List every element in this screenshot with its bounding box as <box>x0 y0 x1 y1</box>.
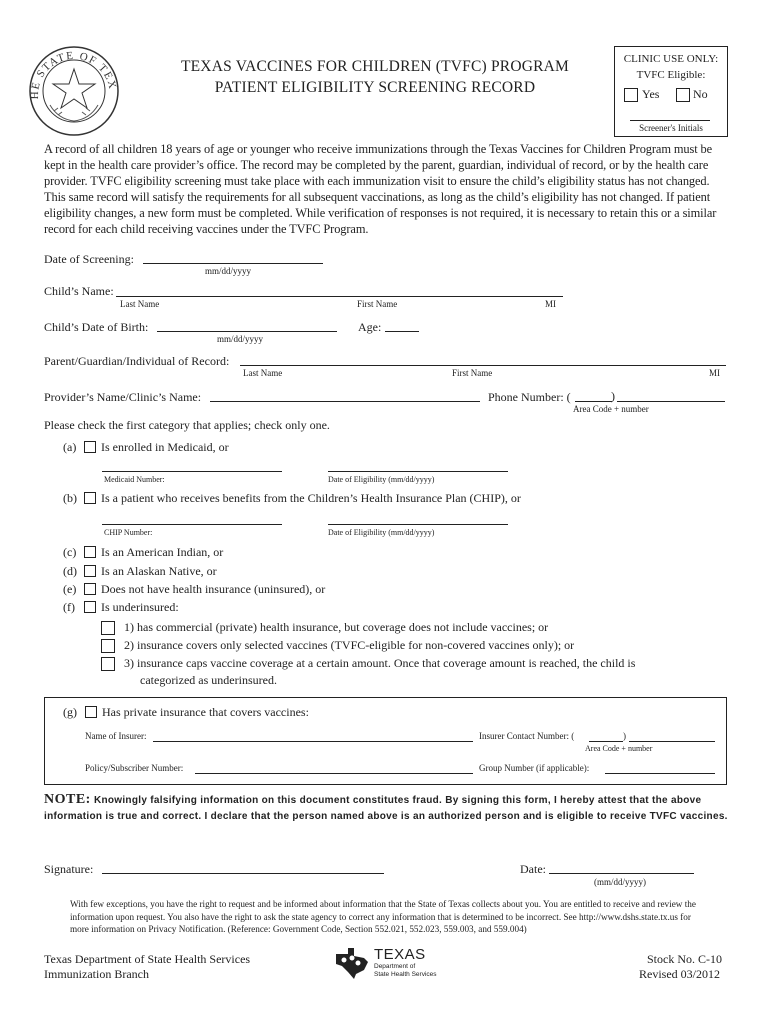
dept-name: Texas Department of State Health Services <box>44 952 251 966</box>
name-of-insurer-field[interactable] <box>153 741 473 742</box>
childs-mi-caption: MI <box>545 299 556 309</box>
svg-text:THE STATE OF TEXAS: HE STATE OF TEX <box>28 49 119 100</box>
date-of-screening-field[interactable] <box>143 263 323 264</box>
signature-field[interactable] <box>102 873 384 874</box>
signature-date-format: (mm/dd/yyyy) <box>594 877 646 887</box>
category-c-letter: (c) <box>63 545 77 559</box>
category-e-checkbox[interactable] <box>84 583 96 595</box>
childs-last-name-caption: Last Name <box>120 299 160 309</box>
category-d-label: Is an Alaskan Native, or <box>101 564 217 578</box>
branch-name: Immunization Branch <box>44 967 149 981</box>
category-f1-checkbox[interactable] <box>101 621 115 635</box>
category-f1-label: 1) has commercial (private) health insurance, but coverage does not include vaccines; or <box>124 620 549 634</box>
chip-eligibility-date-field[interactable] <box>328 524 508 525</box>
provider-name-field[interactable] <box>210 401 480 402</box>
category-a-checkbox[interactable] <box>84 441 96 453</box>
medicaid-eligibility-date-field[interactable] <box>328 471 508 472</box>
group-number-field[interactable] <box>605 773 715 774</box>
parent-first-name-caption: First Name <box>452 368 493 378</box>
signature-label: Signature: <box>44 862 94 876</box>
phone-number-field[interactable] <box>617 401 725 402</box>
form-title: TEXAS VACCINES FOR CHILDREN (TVFC) PROGRAM <box>180 58 570 75</box>
insurer-area-code-field[interactable] <box>589 741 623 742</box>
clinic-no-checkbox[interactable] <box>676 88 690 102</box>
category-f2-label: 2) insurance covers only selected vaccines (TVFC-eligible for non-covered vaccines only); or <box>124 638 575 652</box>
phone-area-code-caption: Area Code + number <box>573 404 649 414</box>
category-a-letter: (a) <box>63 440 77 454</box>
category-f3-label: 3) insurance caps vaccine coverage at a certain amount. Once that coverage amount is reached, the child is <box>124 656 636 670</box>
category-f-label: Is underinsured: <box>101 600 179 614</box>
policy-number-label: Policy/Subscriber Number: <box>85 763 184 773</box>
childs-name-label: Child’s Name: <box>44 284 114 298</box>
policy-number-field[interactable] <box>195 773 473 774</box>
intro-paragraph: A record of all children 18 years of age or younger who receive immunizations through the Texas Vaccines for Children Program must be kept in the health care provider’s office. The record may be completed by the parent, guardian, individual of record, or by the health care provider. TVFC eligibility screening must take place with each immunization visit to ensure the child’s eligibility status has not changed. This same record will satisfy the requirements for all subsequent vaccinations, as long as the child’s eligibility has not changed. If patient eligibility changes, a new form must be completed. While verification of responses is not required, it is necessary to retain this or a similar record for each child receiving vaccines under the TVFC Program. <box>44 142 717 236</box>
logo-texas-text: TEXAS <box>374 946 426 963</box>
medicaid-eligibility-date-caption: Date of Eligibility (mm/dd/yyyy) <box>328 475 435 484</box>
clinic-use-box <box>614 46 728 137</box>
childs-first-name-caption: First Name <box>357 299 398 309</box>
category-f-checkbox[interactable] <box>84 601 96 613</box>
insurer-area-code-caption: Area Code + number <box>585 744 653 753</box>
category-instructions: Please check the first category that applies; check only one. <box>44 418 330 432</box>
screener-initials-label: Screener's Initials <box>639 123 703 133</box>
group-number-label: Group Number (if applicable): <box>479 763 590 773</box>
medicaid-number-caption: Medicaid Number: <box>104 475 165 484</box>
signature-date-field[interactable] <box>549 873 694 874</box>
note-heading: NOTE: <box>44 792 91 807</box>
phone-number-label: Phone Number: ( <box>488 390 571 404</box>
category-g-letter: (g) <box>63 705 77 719</box>
stock-number: Stock No. C-10 <box>647 952 722 966</box>
parent-mi-caption: MI <box>709 368 720 378</box>
category-g-label: Has private insurance that covers vaccines: <box>102 705 309 719</box>
category-c-checkbox[interactable] <box>84 546 96 558</box>
clinic-yes-label: Yes <box>642 87 660 101</box>
insurer-contact-close-paren: ) <box>623 731 626 741</box>
category-a-label: Is enrolled in Medicaid, or <box>101 440 229 454</box>
chip-number-field[interactable] <box>102 524 282 525</box>
category-e-letter: (e) <box>63 582 77 596</box>
date-of-screening-format: mm/dd/yyyy <box>205 266 252 276</box>
category-d-checkbox[interactable] <box>84 565 96 577</box>
medicaid-number-field[interactable] <box>102 471 282 472</box>
insurer-contact-number-field[interactable] <box>629 741 715 742</box>
date-of-screening-label: Date of Screening: <box>44 252 134 266</box>
category-g-checkbox[interactable] <box>85 706 97 718</box>
phone-close-paren: ) <box>611 389 615 403</box>
tvfc-eligible-label: TVFC Eligible: <box>636 69 706 81</box>
category-f2-checkbox[interactable] <box>101 639 115 653</box>
clinic-yes-checkbox[interactable] <box>624 88 638 102</box>
category-b-letter: (b) <box>63 491 77 505</box>
category-f3-label-cont: categorized as underinsured. <box>140 673 277 687</box>
phone-area-code-field[interactable] <box>575 401 612 402</box>
texas-state-seal <box>28 45 120 137</box>
form-subtitle: PATIENT ELIGIBILITY SCREENING RECORD <box>214 79 536 96</box>
category-g-box <box>44 697 727 785</box>
revision-date: Revised 03/2012 <box>639 967 720 981</box>
age-label: Age: <box>358 320 382 334</box>
category-b-checkbox[interactable] <box>84 492 96 504</box>
parent-guardian-field[interactable] <box>240 365 726 366</box>
parent-guardian-label: Parent/Guardian/Individual of Record: <box>44 354 230 368</box>
dshs-logo <box>334 946 444 980</box>
texas-map-icon <box>334 946 370 980</box>
provider-name-label: Provider’s Name/Clinic’s Name: <box>44 390 202 404</box>
category-e-label: Does not have health insurance (uninsured), or <box>101 582 326 596</box>
childs-dob-field[interactable] <box>157 331 337 332</box>
category-b-label: Is a patient who receives benefits from the Children’s Health Insurance Plan (CHIP), or <box>101 491 521 505</box>
childs-name-field[interactable] <box>116 296 563 297</box>
category-d-letter: (d) <box>63 564 77 578</box>
childs-dob-label: Child’s Date of Birth: <box>44 320 149 334</box>
screener-initials-line[interactable] <box>630 120 710 121</box>
note-section <box>44 792 728 825</box>
privacy-notice: With few exceptions, you have the right to request and be informed about information that the State of Texas collects about you. You are entitled to receive and review the information upon request. You also have the right to ask the state agency to correct any information that is determined to be incorrect. See http://www.dshs.state.tx.us for more information on Privacy Notification. (Reference: Government Code, Section 552.021, 552.023, 559.003, and 559.004) <box>70 899 696 934</box>
name-of-insurer-label: Name of Insurer: <box>85 731 147 741</box>
clinic-use-title: CLINIC USE ONLY: <box>623 53 719 65</box>
logo-sub2-text: State Health Services <box>374 971 437 978</box>
parent-last-name-caption: Last Name <box>243 368 283 378</box>
category-f3-checkbox[interactable] <box>101 657 115 671</box>
logo-sub1-text: Department of <box>374 963 416 970</box>
chip-eligibility-date-caption: Date of Eligibility (mm/dd/yyyy) <box>328 528 435 537</box>
chip-number-caption: CHIP Number: <box>104 528 153 537</box>
category-c-label: Is an American Indian, or <box>101 545 224 559</box>
age-field[interactable] <box>385 331 419 332</box>
note-text: Knowingly falsifying information on this document constitutes fraud. By signing this form, I hereby attest that the above information is true and correct. I declare that the person named above is an authorized person and is eligible to receive TVFC vaccines. <box>44 795 728 822</box>
date-label: Date: <box>520 862 546 876</box>
childs-dob-format: mm/dd/yyyy <box>217 334 264 344</box>
clinic-no-label: No <box>693 87 708 101</box>
insurer-contact-label: Insurer Contact Number: ( <box>479 731 575 741</box>
category-f-letter: (f) <box>63 600 75 614</box>
